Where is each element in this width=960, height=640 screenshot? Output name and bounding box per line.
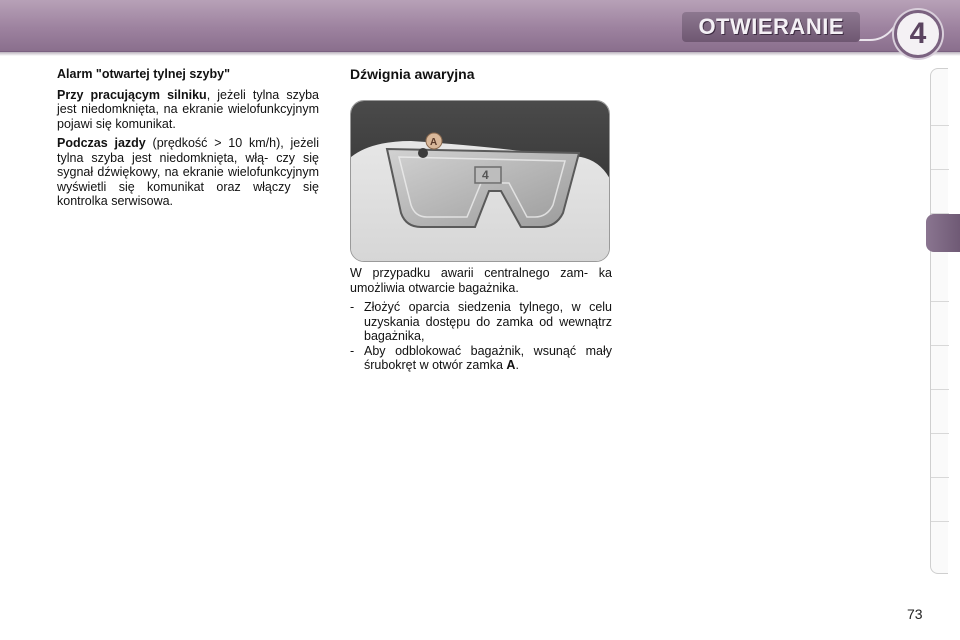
tab-divider (931, 477, 949, 478)
tab-divider (931, 521, 949, 522)
step-1-text: Złożyć oparcia siedzenia tylnego, w celu uzyskania dostępu do zamka od wewnątrz bagażnika, (364, 300, 612, 343)
step-item (350, 344, 612, 373)
driving-paragraph (57, 136, 319, 209)
tab-divider (931, 345, 949, 346)
trunk-lock-drawing (351, 101, 610, 262)
chapter-tab-active[interactable] (926, 214, 960, 252)
step-2-lock-ref: A (506, 358, 516, 372)
lock-label-a: A (430, 137, 438, 148)
driving-text: (prędkość > 10 km/h), jeżeli tylna szyba jest niedomknięta, włą- czy się sygnał dźwiękowy, na ekranie wielofunkcyjnym wyświetli się komunikat oraz włączy się kontrolka serwisowa. (57, 136, 319, 208)
engine-running-bold: Przy pracującym silniku (57, 87, 207, 102)
step-2-text (364, 344, 612, 373)
tab-divider (931, 125, 949, 126)
page-number: 73 (907, 606, 923, 622)
emergency-steps (350, 300, 612, 373)
step-dash: - (350, 343, 355, 358)
chapter-tab-strip (930, 68, 948, 574)
emergency-intro: W przypadku awarii centralnego zam- ka umożliwia otwarcie bagażnika. (350, 266, 612, 295)
lock-label-4: 4 (482, 168, 489, 182)
driving-bold: Podczas jazdy (57, 136, 146, 150)
engine-running-paragraph (57, 88, 319, 132)
engine-running-text: , jeżeli tylna szyba jest niedomknięta, na ekranie wielofunkcyjnym pojawi się komunikat. (57, 87, 319, 131)
alarm-section (57, 67, 319, 214)
tab-divider (931, 389, 949, 390)
header-shadow (0, 52, 960, 56)
emergency-lever-heading: Dźwignia awaryjna (350, 66, 475, 82)
alarm-heading: Alarm "otwartej tylnej szyby" (57, 67, 231, 81)
tab-divider (931, 433, 949, 434)
trunk-lock-illustration (350, 100, 610, 262)
step-2-end: . (515, 358, 519, 372)
chapter-number-badge: 4 (894, 10, 942, 58)
step-item (350, 300, 612, 344)
emergency-lever-section (350, 266, 612, 373)
tab-divider (931, 301, 949, 302)
chapter-title: OTWIERANIE (682, 12, 860, 42)
step-dash: - (350, 300, 355, 314)
tab-divider (931, 169, 949, 170)
step-2-body: Aby odblokować bagażnik, wsunąć mały śrubokręt w otwór zamka (364, 343, 612, 372)
